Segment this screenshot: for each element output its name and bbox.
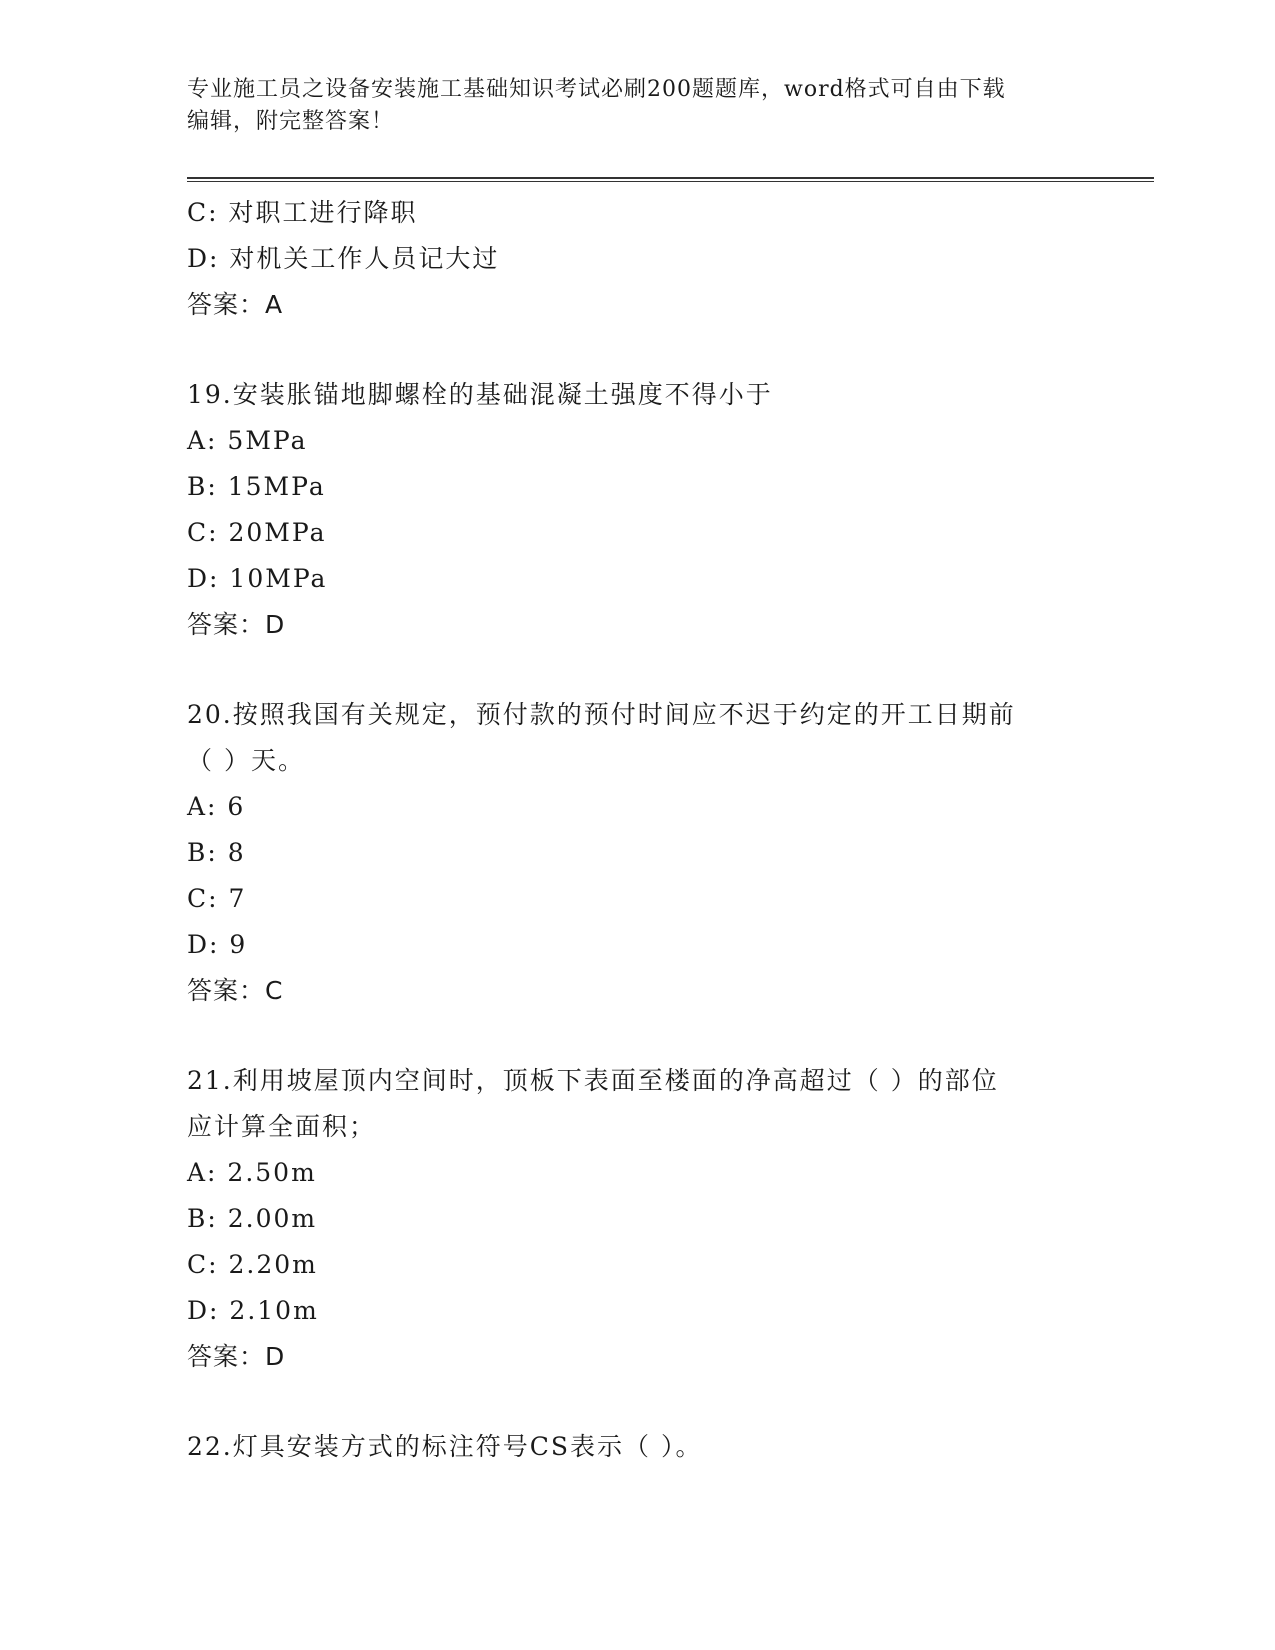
question-text-line-1: 20.按照我国有关规定，预付款的预付时间应不迟于约定的开工日期前 <box>187 700 1016 729</box>
option-d: D: 2.10m <box>187 1296 319 1325</box>
option-d: D: 10MPa <box>187 564 328 593</box>
question-20 <box>187 692 1087 1014</box>
option-a: A: 6 <box>187 792 246 821</box>
option-d: D: 对机关工作人员记大过 <box>187 244 500 273</box>
answer-line: 答案：D <box>187 610 286 639</box>
question-21 <box>187 1058 1087 1380</box>
header-line-2: 编辑，附完整答案！ <box>187 109 395 134</box>
option-c: C: 2.20m <box>187 1250 318 1279</box>
option-b: B: 15MPa <box>187 472 326 501</box>
option-c: C: 20MPa <box>187 518 327 547</box>
document-header <box>187 74 1087 138</box>
question-partial <box>187 190 1087 328</box>
option-a: A: 2.50m <box>187 1158 317 1187</box>
option-b: B: 8 <box>187 838 246 867</box>
option-b: B: 2.00m <box>187 1204 318 1233</box>
header-divider <box>187 177 1154 183</box>
question-22 <box>187 1424 1087 1470</box>
option-a: A: 5MPa <box>187 426 308 455</box>
question-text-line-1: 21.利用坡屋顶内空间时，顶板下表面至楼面的净高超过（ ）的部位 <box>187 1066 999 1095</box>
answer-line: 答案：D <box>187 1342 286 1371</box>
option-d: D: 9 <box>187 930 248 959</box>
option-c: C: 7 <box>187 884 247 913</box>
option-c: C: 对职工进行降职 <box>187 198 418 227</box>
question-text-line-2: 应计算全面积； <box>187 1112 377 1141</box>
question-text-line-2: （ ）天。 <box>187 746 305 775</box>
answer-line: 答案：C <box>187 976 284 1005</box>
question-19 <box>187 372 1087 648</box>
question-text: 22.灯具安装方式的标注符号CS表示（ ）。 <box>187 1432 703 1461</box>
answer-line: 答案：A <box>187 290 284 319</box>
question-text: 19.安装胀锚地脚螺栓的基础混凝土强度不得小于 <box>187 380 773 409</box>
header-line-1: 专业施工员之设备安装施工基础知识考试必刷200题题库，word格式可自由下载 <box>187 77 1006 102</box>
question-list <box>187 190 1087 1470</box>
